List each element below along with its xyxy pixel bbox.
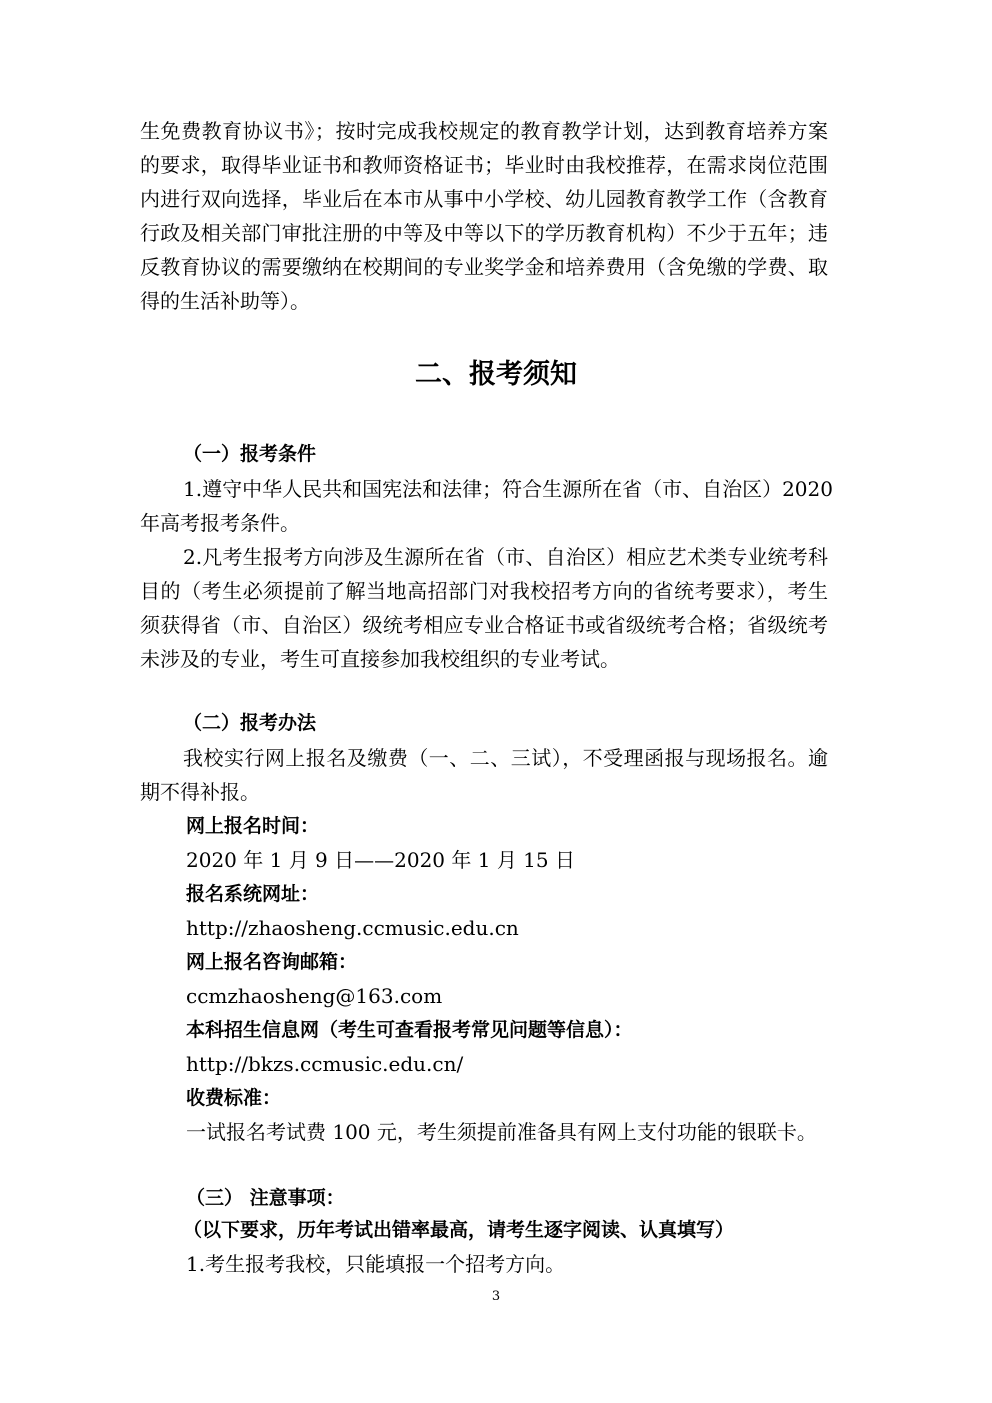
registration-time-value: 2020 年 1 月 9 日——2020 年 1 月 15 日: [186, 848, 575, 872]
intro-line-4: 行政及相关部门审批注册的中等及中等以下的学历教育机构）不少于五年；违: [140, 221, 828, 245]
intro-line-1: 生免费教育协议书》；按时完成我校规定的教育教学计划，达到教育培养方案: [140, 119, 828, 143]
info-site-label: 本科招生信息网（考生可查看报考常见问题等信息）：: [186, 1019, 633, 1041]
registration-time-label: 网上报名时间：: [186, 815, 320, 837]
notes-item-1: 1.考生报考我校，只能填报一个招考方向。: [186, 1252, 566, 1276]
method-line-1: 我校实行网上报名及缴费（一、二、三试），不受理函报与现场报名。逾: [183, 746, 828, 770]
conditions-line-3: 2.凡考生报考方向涉及生源所在省（市、自治区）相应艺术类专业统考科: [183, 545, 828, 569]
intro-line-6: 得的生活补助等）。: [140, 289, 310, 313]
registration-site-link[interactable]: http://zhaosheng.ccmusic.edu.cn: [186, 916, 519, 940]
conditions-line-6: 未涉及的专业，考生可直接参加我校组织的专业考试。: [140, 647, 620, 671]
intro-line-3: 内进行双向选择，毕业后在本市从事中小学校、幼儿园教育教学工作（含教育: [140, 187, 828, 211]
conditions-heading: （一）报考条件: [183, 443, 317, 465]
fee-label: 收费标准：: [186, 1087, 282, 1109]
registration-site-label: 报名系统网址：: [186, 883, 320, 905]
intro-line-5: 反教育协议的需要缴纳在校期间的专业奖学金和培养费用（含免缴的学费、取: [140, 255, 828, 279]
conditions-line-4: 目的（考生必须提前了解当地高招部门对我校招考方向的省统考要求），考生: [140, 579, 828, 603]
notes-heading: （三） 注意事项：: [186, 1187, 345, 1209]
fee-value: 一试报名考试费 100 元，考生须提前准备具有网上支付功能的银联卡。: [186, 1120, 817, 1144]
conditions-line-1: 1.遵守中华人民共和国宪法和法律；符合生源所在省（市、自治区）2020: [183, 477, 833, 501]
section-title: 二、报考须知: [415, 359, 577, 390]
conditions-line-5: 须获得省（市、自治区）级统考相应专业合格证书或省级统考合格；省级统考: [140, 613, 828, 637]
method-heading: （二）报考办法: [183, 712, 317, 734]
method-line-2: 期不得补报。: [140, 780, 260, 804]
consult-email-link[interactable]: ccmzhaosheng@163.com: [186, 984, 443, 1008]
conditions-line-2: 年高考报考条件。: [140, 511, 300, 535]
page-number: 3: [491, 1289, 501, 1304]
intro-line-2: 的要求，取得毕业证书和教师资格证书；毕业时由我校推荐，在需求岗位范围: [140, 153, 828, 177]
consult-email-label: 网上报名咨询邮箱：: [186, 951, 358, 973]
notes-emphasis: （以下要求，历年考试出错率最高，请考生逐字阅读、认真填写）: [183, 1219, 735, 1241]
info-site-link[interactable]: http://bkzs.ccmusic.edu.cn/: [186, 1052, 464, 1076]
